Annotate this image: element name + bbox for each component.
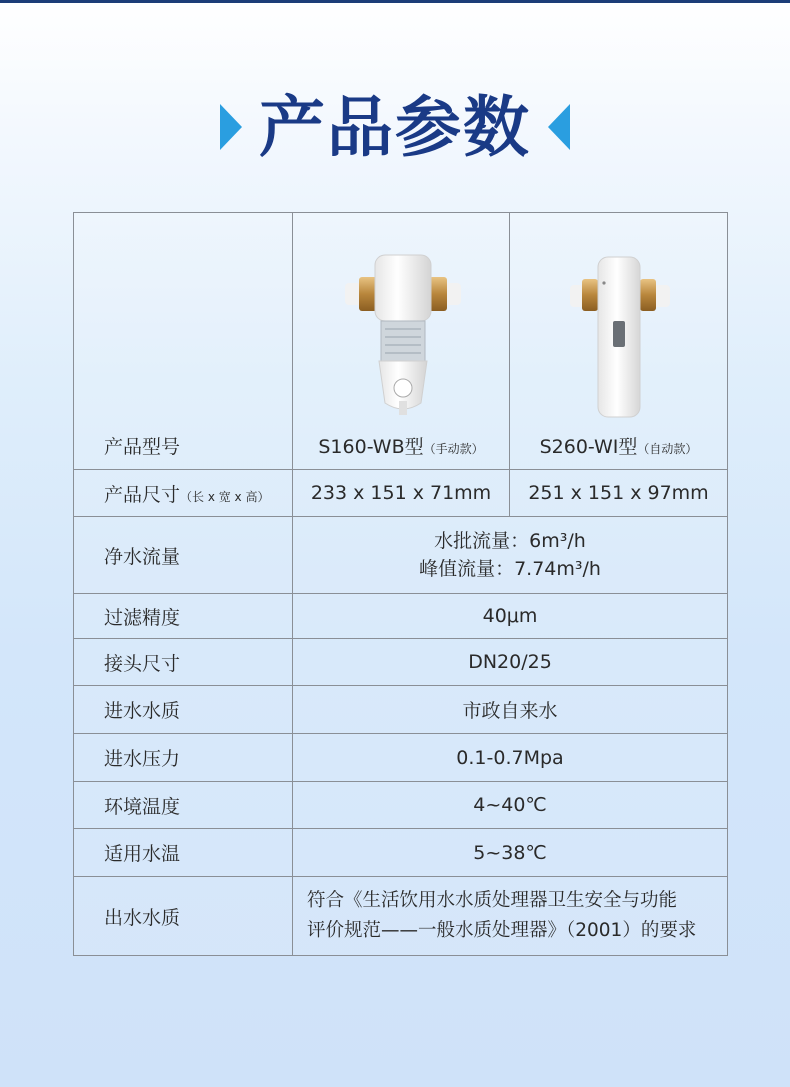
row-label-size: 产品尺寸（长 x 宽 x 高） (74, 470, 293, 517)
row-label-connector: 接头尺寸 (74, 639, 293, 686)
connector-value: DN20/25 (293, 639, 728, 686)
spec-table (73, 212, 728, 956)
row-label-pressure: 进水压力 (74, 734, 293, 782)
row-label-precision: 过滤精度 (74, 594, 293, 639)
row-label-model: 产品型号 (74, 213, 293, 470)
filter-product-image-manual (293, 243, 510, 423)
model-cell-s260 (510, 213, 728, 470)
pressure-value: 0.1-0.7Mpa (293, 734, 728, 782)
outlet-quality-line-1: 符合《生活饮用水水质处理器卫生安全与功能 (307, 890, 678, 911)
size-value-s260: 251 x 151 x 97mm (510, 470, 728, 517)
table-row-env-temp (74, 782, 728, 829)
flow-normal: 水批流量：6m³/h (434, 530, 586, 552)
precision-value: 40μm (293, 594, 728, 639)
row-label-water-temp: 适用水温 (74, 829, 293, 877)
top-border-line (0, 0, 790, 3)
model-name-s260: S260-WI型（自动款） (539, 436, 698, 458)
size-value-s160: 233 x 151 x 71mm (293, 470, 510, 517)
table-row-inlet-quality (74, 686, 728, 734)
row-label-outlet-quality: 出水水质 (74, 877, 293, 956)
table-row-size (74, 470, 728, 517)
row-label-flow: 净水流量 (74, 517, 293, 594)
table-row-flow (74, 517, 728, 594)
env-temp-value: 4~40℃ (293, 782, 728, 829)
table-row-model (74, 213, 728, 470)
row-label-env-temp: 环境温度 (74, 782, 293, 829)
inlet-quality-value: 市政自来水 (293, 686, 728, 734)
page-title-section (0, 88, 790, 168)
table-row-pressure (74, 734, 728, 782)
model-name-s160: S160-WB型（手动款） (318, 436, 484, 458)
outlet-quality-line-2: 评价规范——一般水质处理器》（2001）的要求 (307, 920, 697, 941)
outlet-quality-value (293, 877, 728, 956)
table-row-water-temp (74, 829, 728, 877)
table-row-outlet-quality (74, 877, 728, 956)
model-cell-s160 (293, 213, 510, 470)
arrow-left-icon (546, 102, 572, 152)
water-temp-value: 5~38℃ (293, 829, 728, 877)
row-label-inlet-quality: 进水水质 (74, 686, 293, 734)
table-row-connector (74, 639, 728, 686)
filter-product-image-auto (510, 243, 728, 423)
flow-values (293, 517, 728, 594)
table-row-precision (74, 594, 728, 639)
flow-peak: 峰值流量：7.74m³/h (419, 558, 601, 580)
page-title: 产品参数 (259, 89, 531, 166)
